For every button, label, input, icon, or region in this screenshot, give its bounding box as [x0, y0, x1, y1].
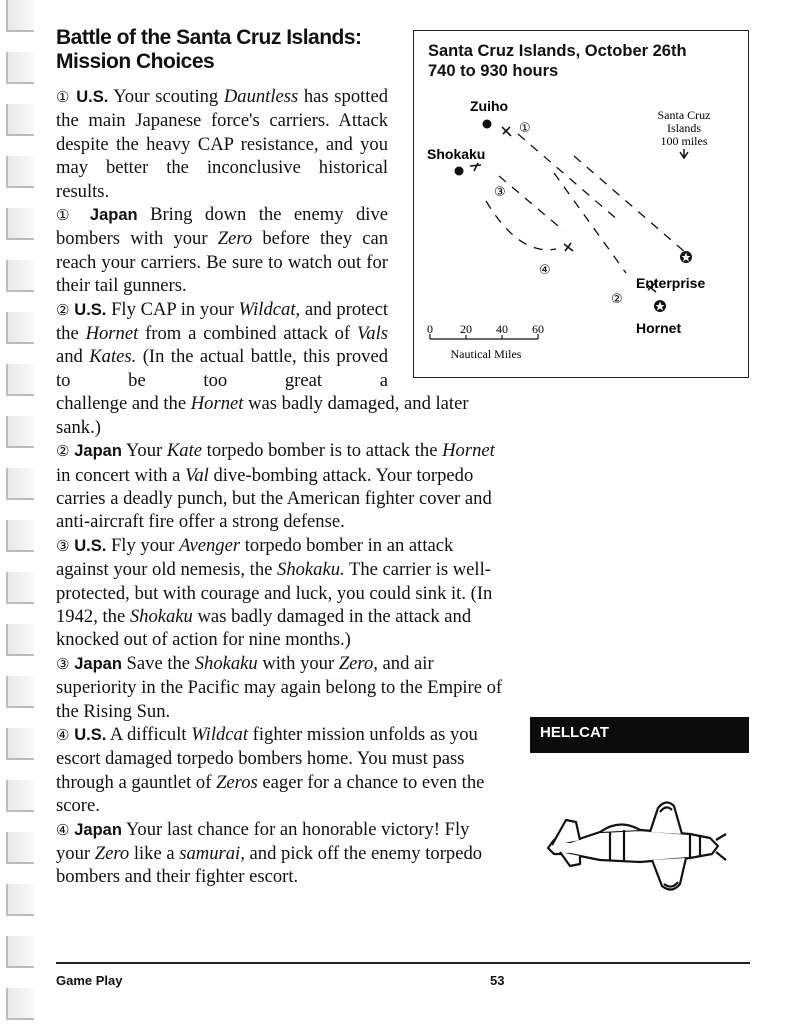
mission-number: ③: [56, 654, 75, 673]
plane-icon: [564, 243, 573, 251]
title-line-1: Battle of the Santa Cruz Islands:: [56, 26, 362, 49]
map-title-line-2: 740 to 930 hours: [428, 62, 559, 80]
hellcat-plane-illustration: [540, 790, 740, 900]
mission-text: torpedo bomber is to attack the: [202, 440, 443, 462]
flight-path-2: [486, 201, 556, 250]
mission-side: Japan: [74, 820, 122, 839]
mission-text: with your: [257, 652, 339, 674]
map-panel: [413, 30, 749, 378]
star-icon: [654, 300, 666, 312]
italic-term: Avenger: [179, 534, 241, 556]
mission-text: in concert with a: [56, 464, 186, 486]
mission-text: Fly CAP in your: [106, 298, 239, 320]
mission-text: Bring down the enemy dive bombers with your: [56, 204, 388, 250]
italic-term: Kate: [166, 440, 202, 462]
mission-text: (In the actual battle, this proved to be too great a: [56, 346, 388, 391]
mission-paragraph: [56, 818, 508, 889]
arrow-down-icon: [680, 149, 688, 158]
mission-text: fighter mission unfolds as you escort damaged torpedo bombers home. You must pass through a gauntlet of: [56, 723, 478, 793]
scale-tick: 40: [496, 322, 508, 336]
mission-number: ②: [56, 442, 75, 461]
italic-term: Hornet: [442, 440, 495, 462]
scale-tick: 60: [532, 322, 544, 336]
mission-paragraph: [56, 652, 508, 723]
italic-term: Shokaku.: [277, 559, 345, 581]
mission-text: Fly your: [106, 534, 180, 556]
marker-3: ③: [494, 185, 506, 200]
italic-term: samurai,: [179, 843, 245, 864]
mission-text: dive-bombing attack. Your torpedo carries a deadly punch, but the American fighter cover and anti-aircraft fire offer a strong defense.: [56, 464, 492, 533]
mission-text: before they can reach your carriers. Be sure to watch out for their tail gunners.: [56, 228, 388, 297]
italic-term: Zero,: [338, 652, 378, 674]
mission-paragraph: [56, 439, 508, 534]
plane-icon: [470, 163, 481, 171]
mission-text: and: [56, 346, 90, 368]
mission-text: Your scouting: [108, 86, 224, 107]
italic-term: Shokaku: [129, 605, 193, 627]
mission-paragraph: [56, 85, 388, 203]
mission-side: U.S.: [74, 300, 107, 319]
shokaku-label: Shokaku: [427, 146, 486, 162]
mission-paragraph: [56, 298, 388, 393]
mission-text: torpedo bomber in an attack against your old nemesis, the: [56, 534, 454, 581]
scale-tick: 20: [460, 322, 472, 336]
mission-side: U.S.: [74, 725, 107, 744]
footer-rule: [56, 962, 750, 964]
map-title-line-1: Santa Cruz Islands, October 26th: [428, 42, 687, 60]
italic-term: Zero: [94, 843, 130, 864]
mission-number: ①: [56, 88, 77, 106]
mission-text: and pick off the enemy torpedo bombers and their fighter escort.: [56, 843, 483, 888]
flight-path-3: [499, 176, 564, 231]
italic-term: Zeros: [216, 771, 258, 793]
mission-number: ③: [56, 536, 75, 555]
page-number: 53: [490, 973, 505, 988]
mission-number: ④: [56, 820, 75, 839]
enterprise-label: Enterprise: [636, 275, 706, 291]
footer-section: Game Play: [56, 973, 123, 988]
mission-paragraph: [56, 723, 508, 818]
mission-text: like a: [129, 843, 180, 864]
italic-term: Zero: [217, 228, 253, 250]
islands-label-3: 100 miles: [660, 134, 708, 148]
marker-4: ④: [539, 263, 551, 278]
mission-text: Save the: [121, 652, 195, 674]
mission-side: Japan: [89, 206, 138, 225]
italic-term: Wildcat: [191, 723, 249, 745]
italic-term: Kates.: [89, 346, 137, 368]
scale-bar: [430, 334, 538, 339]
italic-term: Vals: [356, 323, 388, 345]
flight-path-1: [518, 134, 619, 221]
scale-label: Nautical Miles: [450, 347, 522, 361]
mission-text: eager for a chance to even the score.: [56, 771, 485, 817]
flight-path-4: [554, 173, 626, 273]
mission-paragraph-continued: [56, 392, 508, 439]
mission-number: ②: [56, 300, 75, 319]
hellcat-sidebar-header: [530, 717, 749, 753]
mission-paragraph: [56, 203, 388, 298]
scale-tick: 0: [427, 322, 433, 336]
zuiho-label: Zuiho: [470, 98, 509, 114]
islands-label-1: Santa Cruz: [657, 108, 711, 122]
mission-paragraph: [56, 534, 508, 652]
mission-text: Your last chance for an honorable victory! Fly your: [56, 818, 470, 864]
mission-side: U.S.: [74, 536, 107, 555]
mission-text: challenge and the: [56, 393, 191, 415]
mission-side: Japan: [74, 442, 122, 461]
mission-text: was badly damaged in the attack and knocked out of action for nine months.): [56, 605, 472, 651]
marker-1: ①: [519, 121, 531, 136]
mission-text: from a combined attack of: [138, 323, 357, 345]
mission-text: and air superiority in the Pacific may again belong to the Empire of the Rising Sun.: [56, 652, 503, 722]
mission-side: Japan: [74, 654, 122, 673]
flight-path-5: [574, 156, 686, 253]
shokaku-marker: [455, 167, 464, 176]
mission-number: ④: [56, 725, 75, 744]
zuiho-marker: [483, 120, 492, 129]
italic-term: Hornet: [190, 393, 244, 415]
italic-term: Val: [185, 464, 209, 486]
mission-text: was badly damaged, and later sank.): [56, 393, 469, 438]
title-line-2: Mission Choices: [56, 50, 215, 73]
hellcat-label: HELLCAT: [540, 724, 609, 741]
italic-term: Wildcat,: [238, 298, 301, 320]
mission-side: U.S.: [76, 88, 109, 106]
mission-text: The carrier is well-protected, but with courage and luck, you could sink it. (In 1942, the: [56, 559, 493, 627]
italic-term: Dauntless: [223, 86, 299, 107]
plane-icon: [502, 127, 511, 136]
marker-2: ②: [611, 292, 623, 307]
hornet-label: Hornet: [636, 320, 682, 336]
mission-text: Your: [121, 440, 167, 462]
mission-text: and protect the: [56, 298, 388, 345]
star-icon: [680, 251, 692, 263]
binding-edge: [0, 0, 38, 1033]
mission-text: A difficult: [106, 723, 192, 745]
italic-term: Hornet: [85, 323, 139, 345]
mission-number: ①: [56, 206, 90, 225]
map-drawing: [414, 31, 750, 379]
italic-term: Shokaku: [194, 652, 258, 674]
mission-text: has spotted the main Japanese force's carriers. Attack despite the heavy CAP resistance, and you may better the inconclusive historical results.: [56, 86, 388, 202]
page-title: [56, 26, 386, 74]
islands-label-2: Islands: [667, 121, 701, 135]
